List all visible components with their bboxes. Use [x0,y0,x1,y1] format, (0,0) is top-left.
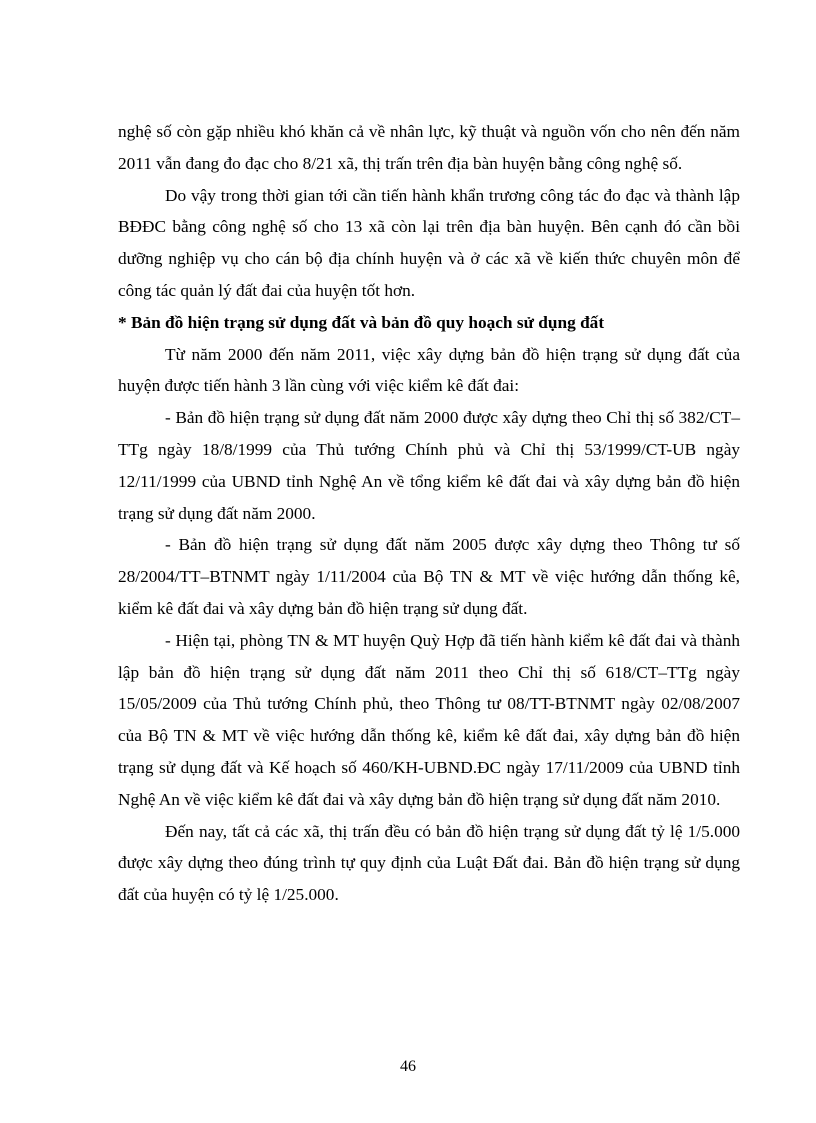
section-heading: * Bản đồ hiện trạng sử dụng đất và bản đồ quy hoạch sử dụng đất [118,312,605,332]
paragraph-map-2000: - Bản đồ hiện trạng sử dụng đất năm 2000 được xây dựng theo Chỉ thị số 382/CT–TTg ngày 18/8/1999 của Thủ tướng Chính phủ và Chỉ thị 53/1999/CT-UB ngày 12/11/1999 của UBND tỉnh Nghệ An về tổng kiểm kê đất đai và xây dựng bản đồ hiện trạng sử dụng đất năm 2000. [118,408,740,523]
page-body [118,116,740,911]
paragraph-map-2011: - Hiện tại, phòng TN & MT huyện Quỳ Hợp đã tiến hành kiểm kê đất đai và thành lập bản đồ hiện trạng sử dụng đất năm 2011 theo Chỉ thị số 618/CT–TTg ngày 15/05/2009 của Thủ tướng Chính phủ, theo Thông tư 08/TT-BTNMT ngày 02/08/2007 của Bộ TN & MT về việc hướng dẫn thống kê, kiểm kê đất đai, xây dựng bản đồ hiện trạng sử dụng đất và Kế hoạch số 460/KH-UBND.ĐC ngày 17/11/2009 của UBND tỉnh Nghệ An về việc kiểm kê đất đai và xây dựng bản đồ hiện trạng sử dụng đất năm 2010. [118,630,740,809]
paragraph-conclusion: Đến nay, tất cả các xã, thị trấn đều có bản đồ hiện trạng sử dụng đất tỷ lệ 1/5.000 được xây dựng theo đúng trình tự quy định của Luật Đất đai. Bản đồ hiện trạng sử dụng đất của huyện có tỷ lệ 1/25.000. [118,821,740,905]
paragraph-intro: Từ năm 2000 đến năm 2011, việc xây dựng bản đồ hiện trạng sử dụng đất của huyện được tiến hành 3 lần cùng với việc kiểm kê đất đai: [118,344,740,396]
paragraph-continuation: nghệ số còn gặp nhiều khó khăn cả về nhân lực, kỹ thuật và nguồn vốn cho nên đến năm 2011 vẫn đang đo đạc cho 8/21 xã, thị trấn trên địa bàn huyện bằng công nghệ số. [118,122,740,173]
paragraph-map-2005: - Bản đồ hiện trạng sử dụng đất năm 2005 được xây dựng theo Thông tư số 28/2004/TT–BTNMT ngày 1/11/2004 của Bộ TN & MT về việc hướng dẫn thống kê, kiểm kê đất đai và xây dựng bản đồ hiện trạng sử dụng đất. [118,535,740,618]
page-number: 46 [400,1058,416,1075]
paragraph-survey-plan: Do vậy trong thời gian tới cần tiến hành khẩn trương công tác đo đạc và thành lập BĐĐC bằng công nghệ số cho 13 xã còn lại trên địa bàn huyện. Bên cạnh đó cần bồi dưỡng nghiệp vụ cho cán bộ địa chính huyện và ở các xã về kiến thức chuyên môn để công tác quản lý đất đai của huyện tốt hơn. [118,185,740,300]
